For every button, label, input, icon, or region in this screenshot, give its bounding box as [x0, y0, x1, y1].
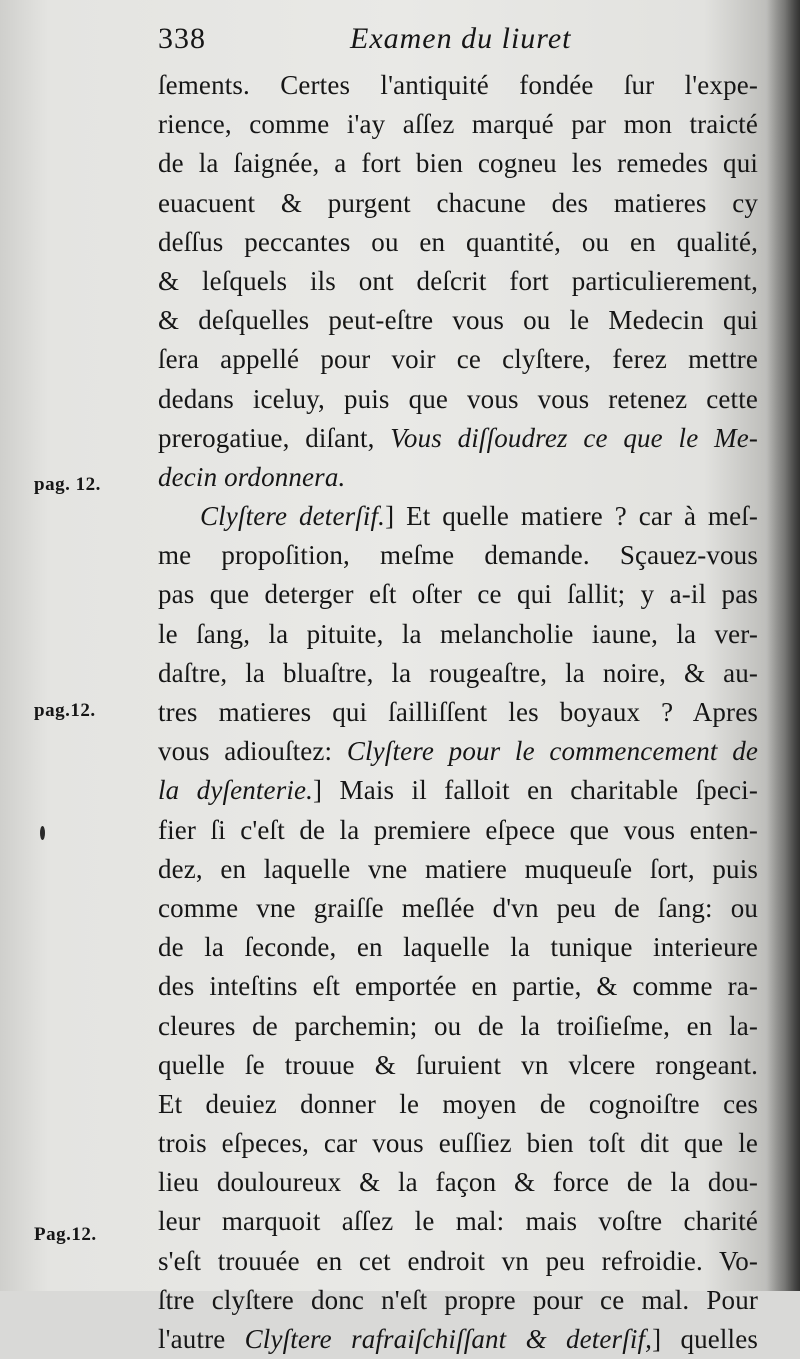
book-gutter-shadow [766, 0, 800, 1291]
text-segment: ] Mais il falloit en charitable ſpeci- [313, 775, 758, 806]
text-segment: des inteſtins eſt emportée en partie, & comme ra- [158, 971, 758, 1002]
text-line [158, 850, 758, 889]
text-segment: de la ſaignée, a fort bien cogneu les remedes qui [158, 148, 758, 179]
text-line [158, 1320, 758, 1359]
text-segment: dez, en laquelle vne matiere muqueuſe ſort, puis [158, 853, 758, 884]
italic-text: Vous diſſoudrez ce que le Me- [390, 422, 758, 453]
italic-text: Clyſtere pour le commencement de [346, 736, 758, 767]
text-line [158, 301, 758, 340]
text-line [158, 497, 758, 536]
text-segment: leur marquoit aſſez le mal: mais voſtre charité [158, 1206, 758, 1237]
text-segment: le ſang, la pituite, la melancholie iaune, la ver- [158, 618, 758, 649]
margin-note: pag.12. [34, 700, 96, 721]
text-line [158, 575, 758, 614]
margin-note: pag. 12. [34, 474, 101, 495]
text-line [158, 967, 758, 1006]
text-segment: & deſquelles peut-eſtre vous ou le Medecin qui [158, 305, 758, 336]
text-line [158, 419, 758, 458]
text-segment: dedans iceluy, puis que vous vous retenez cette [158, 383, 758, 414]
text-line [158, 144, 758, 183]
text-segment: daſtre, la bluaſtre, la rougeaſtre, la noire, & au- [158, 657, 758, 688]
text-line [158, 928, 758, 967]
text-segment: Et deuiez donner le moyen de cognoiſtre ces [158, 1088, 758, 1119]
text-line [158, 1281, 758, 1320]
text-line [158, 340, 758, 379]
text-segment: ſtre clyſtere donc n'eſt propre pour ce mal. Pour [158, 1284, 758, 1315]
text-line [158, 1124, 758, 1163]
text-segment: ] quelles [652, 1324, 758, 1354]
italic-text: decin ordonnera. [158, 461, 346, 492]
text-line [158, 223, 758, 262]
text-segment: ] Et quelle matiere ? car à meſ- [385, 501, 759, 532]
margin-note: Pag.12. [34, 1224, 97, 1245]
italic-text: Clyſtere rafraiſchiſſant & deterſif, [244, 1324, 653, 1354]
text-line [158, 889, 758, 928]
text-line [158, 771, 758, 810]
text-line [158, 1085, 758, 1124]
text-segment: euacuent & purgent chacune des matieres cy [158, 187, 758, 218]
text-line [158, 1202, 758, 1241]
text-segment: ſera appellé pour voir ce clyſtere, ferez mettre [158, 344, 758, 375]
text-line [158, 536, 758, 575]
text-segment: s'eſt trouuée en cet endroit vn peu refroidie. Vo- [158, 1245, 758, 1276]
text-segment: quelle ſe trouue & ſuruient vn vlcere rongeant. [158, 1049, 758, 1080]
text-segment: ſements. Certes l'antiquité fondée ſur l'expe- [158, 70, 758, 100]
text-line [158, 1007, 758, 1046]
text-line [158, 380, 758, 419]
text-line [158, 615, 758, 654]
text-line [158, 811, 758, 850]
text-line [158, 1163, 758, 1202]
text-segment: lieu douloureux & la façon & force de la dou- [158, 1167, 758, 1198]
running-title: Examen du liuret [350, 22, 572, 55]
italic-text: la dyſenterie. [158, 775, 314, 806]
page-header [158, 22, 628, 70]
text-line [158, 458, 758, 497]
text-segment: cleures de parchemin; ou de la troiſieſme, en la- [158, 1010, 758, 1041]
ink-blot [40, 826, 45, 840]
text-segment: deſſus peccantes ou en quantité, ou en qualité, [158, 226, 758, 257]
text-segment: trois eſpeces, car vous euſſiez bien toſt dit que le [158, 1128, 758, 1159]
text-segment: pas que deterger eſt oſter ce qui ſallit; y a-il pas [158, 579, 758, 610]
text-segment: vous adiouſtez: [158, 736, 347, 767]
text-line [158, 262, 758, 301]
body-text [158, 66, 758, 1359]
text-segment: comme vne graiſſe meſlée d'vn peu de ſang: ou [158, 892, 758, 923]
text-line [158, 105, 758, 144]
text-segment: me propoſition, meſme demande. Sçauez-vous [158, 540, 758, 571]
page-number: 338 [158, 22, 206, 55]
text-segment: & leſquels ils ont deſcrit fort particulierement, [158, 265, 758, 296]
text-segment: fier ſi c'eſt de la premiere eſpece que vous enten- [158, 814, 758, 845]
text-line [158, 693, 758, 732]
margin-notes [0, 0, 150, 1291]
text-line [158, 66, 758, 105]
text-line [158, 654, 758, 693]
text-segment: de la ſeconde, en laquelle la tunique interieure [158, 932, 758, 963]
text-segment: prerogatiue, diſant, [158, 422, 391, 453]
text-segment: tres matieres qui ſailliſſent les boyaux ? Apres [158, 697, 758, 727]
text-line [158, 732, 758, 771]
text-line [158, 1242, 758, 1281]
italic-text: Clyſtere deterſif. [200, 501, 386, 532]
text-line [158, 184, 758, 223]
text-segment: rience, comme i'ay aſſez marqué par mon traicté [158, 109, 758, 140]
text-segment: l'autre [158, 1324, 245, 1354]
text-line [158, 1046, 758, 1085]
